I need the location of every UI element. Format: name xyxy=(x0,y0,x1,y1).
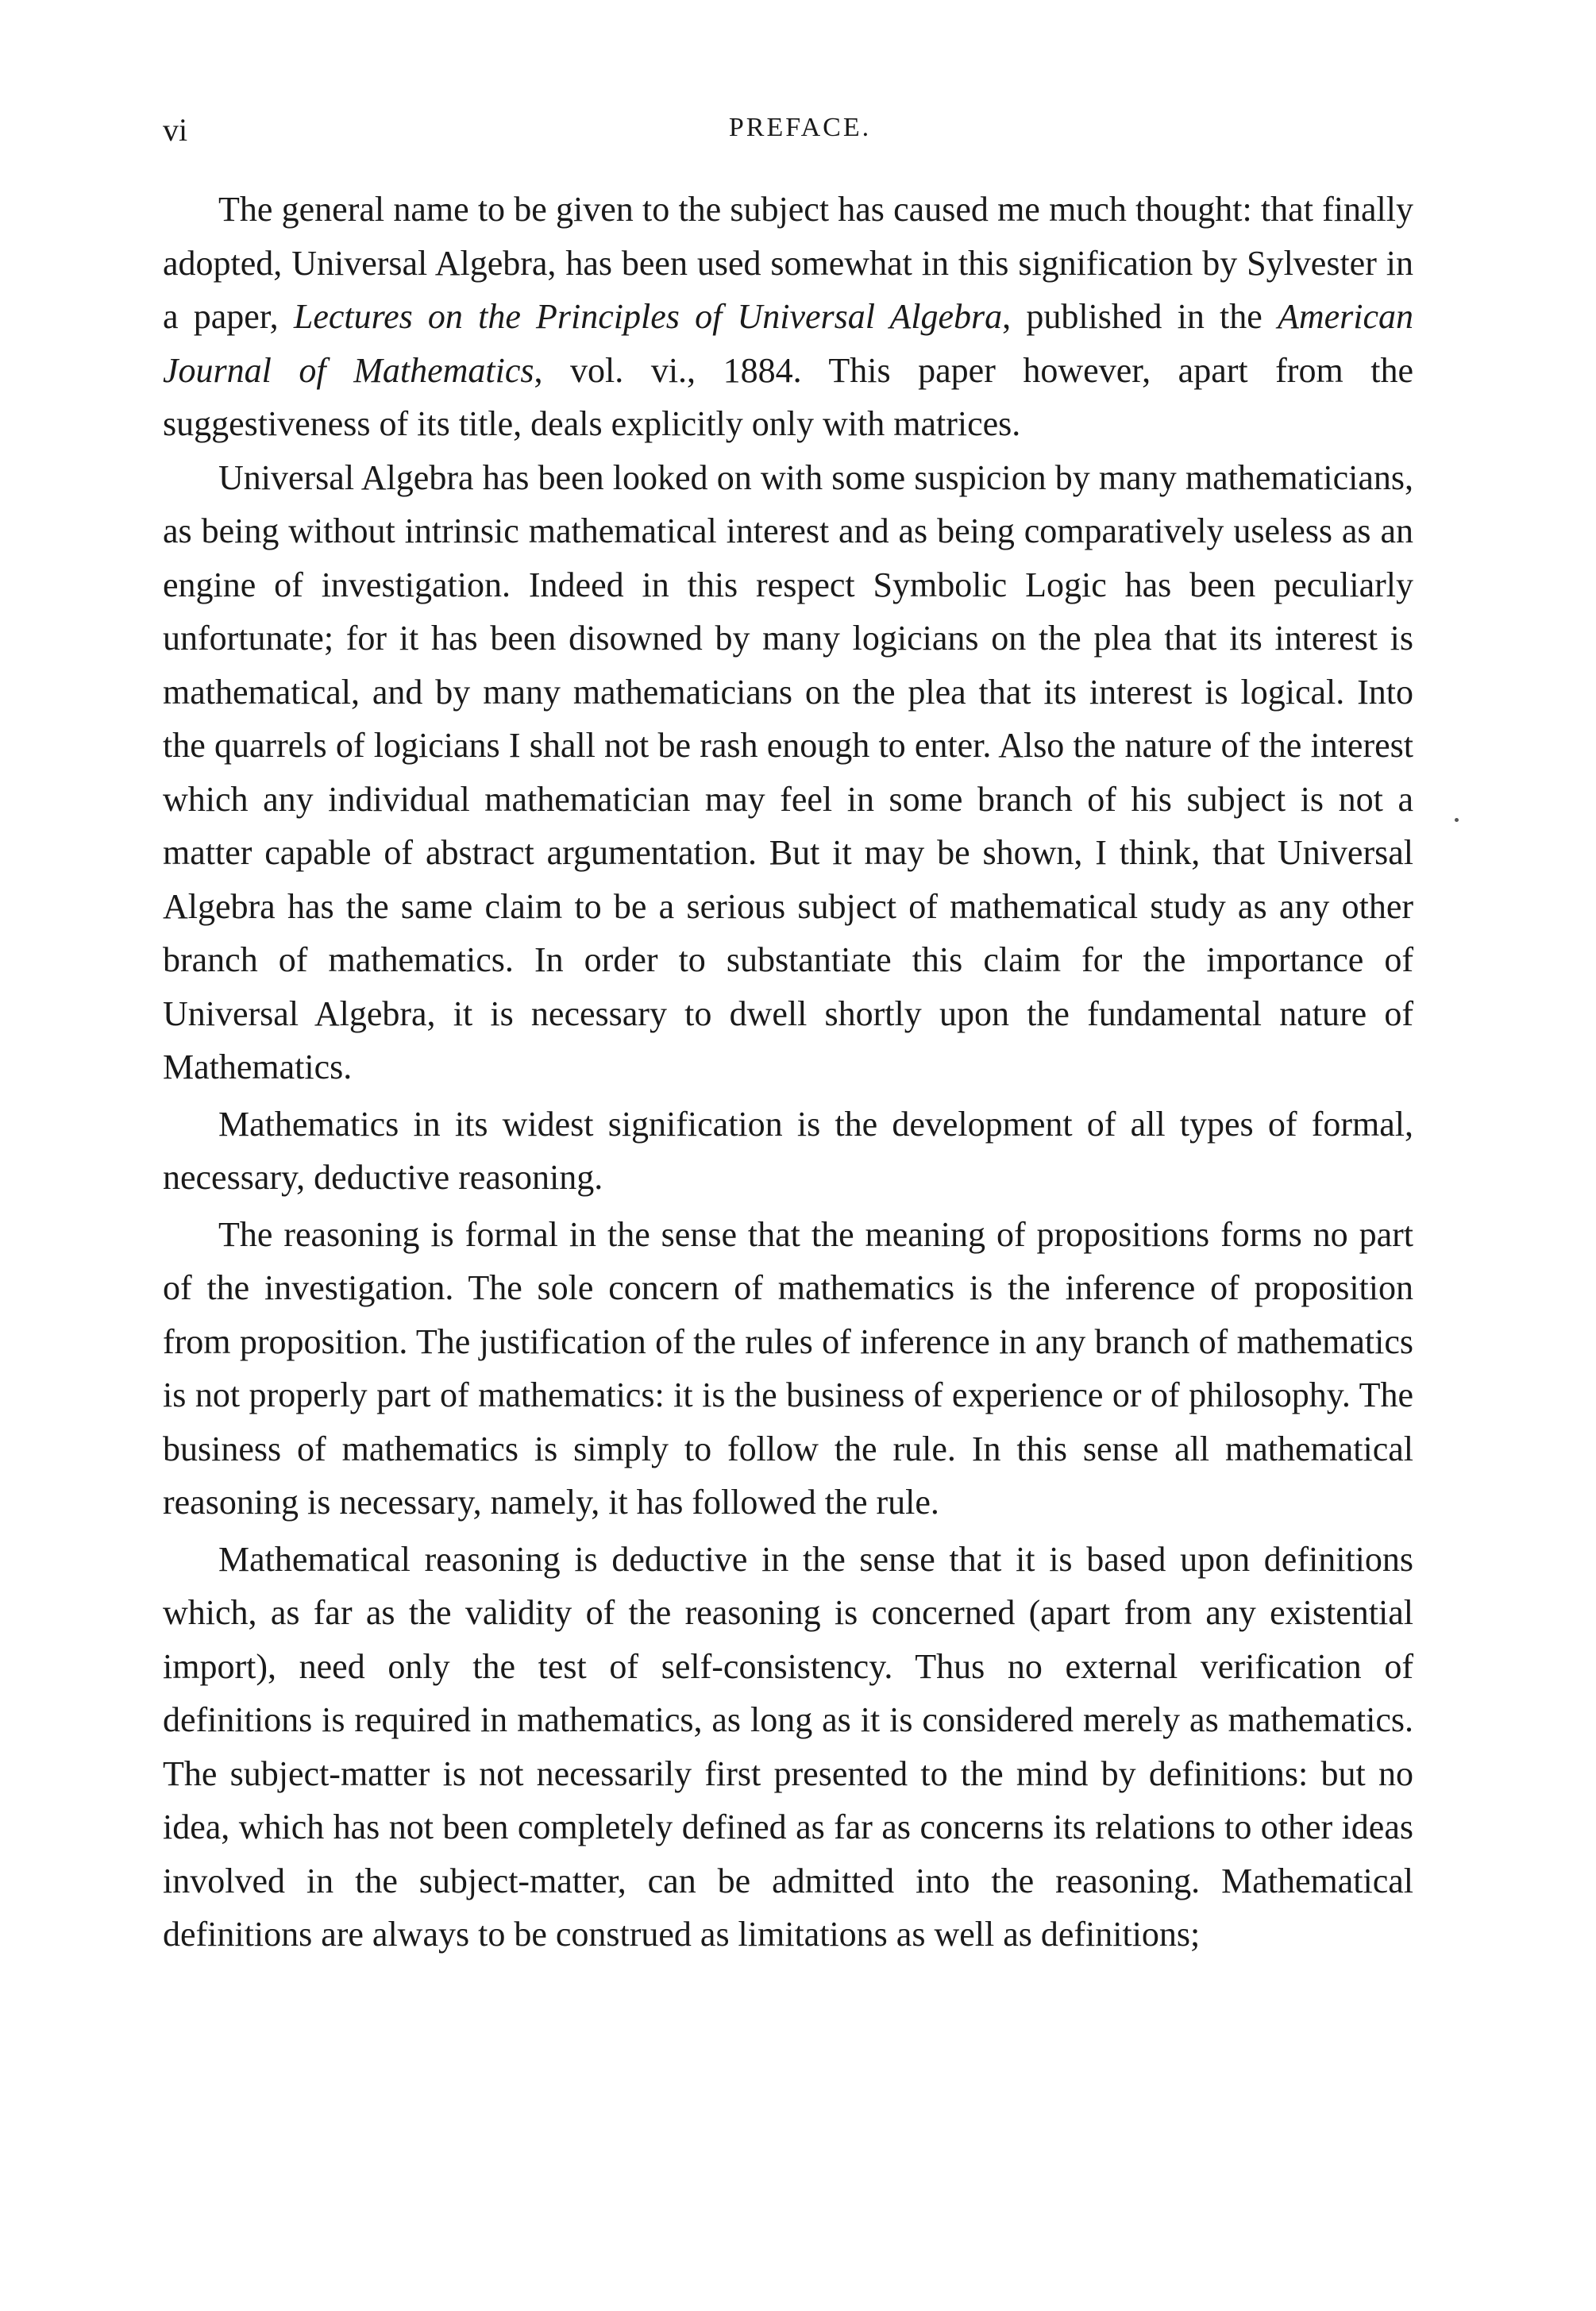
margin-mark xyxy=(1455,818,1459,822)
paragraph-3: Mathematics in its widest signification is the development of all types of formal, necessary, deductive reasoning. xyxy=(163,1104,1413,1197)
page-title: PREFACE. xyxy=(728,113,872,142)
paragraph-1-text-a: The general name to be given to the subject has caused me much thought: that finally adopted, Universal Algebra, has been used somewhat in this signification by Sylvester in a paper, xyxy=(163,190,1413,336)
paragraph-4: The reasoning is formal in the sense that the meaning of propositions forms no part of the investigation. The sole concern of mathematics is the inference of proposition from proposition. The justification of the rules of inference in any branch of mathematics is not properly part of mathematics: it is the business of experience or of philosophy. The business of mathematics is simply to follow the rule. In this sense all mathematical reasoning is necessary, namely, it has followed the rule. xyxy=(163,1214,1413,1522)
body-text xyxy=(163,183,1413,1962)
paragraph-1-text-c: , vol. vi., 1884. This paper however, apart from the suggestiveness of its title, deals explicitly only with matrices. xyxy=(163,350,1413,443)
paragraph-1 xyxy=(163,183,1413,451)
running-head xyxy=(163,111,1437,159)
paragraph-5: Mathematical reasoning is deductive in the sense that it is based upon definitions which, as far as the validity of the reasoning is concerned (apart from any existential import), need only the test of self-consistency. Thus no external verification of definitions is required in mathematics, as long as it is considered merely as mathematics. The subject-matter is not necessarily first presented to the mind by definitions: but no idea, which has not been completely defined as far as concerns its relations to other ideas involved in the subject-matter, can be admitted into the reasoning. Mathematical definitions are always to be construed as limitations as well as definitions; xyxy=(163,1539,1413,1954)
paragraph-2: Universal Algebra has been looked on with some suspicion by many mathematicians, as being without intrinsic mathematical interest and as being comparatively useless as an engine of investigation. Indeed in this respect Symbolic Logic has been peculiarly unfortunate; for it has been disowned by many logicians on the plea that its interest is mathematical, and by many mathematicians on the plea that its interest is logical. Into the quarrels of logicians I shall not be rash enough to enter. Also the nature of the interest which any individual mathematician may feel in some branch of his subject is not a matter capable of abstract argumentation. But it may be shown, I think, that Universal Algebra has the same claim to be a serious subject of mathematical study as any other branch of mathematics. In order to substantiate this claim for the importance of Universal Algebra, it is necessary to dwell shortly upon the fundamental nature of Mathematics. xyxy=(163,457,1413,1086)
paper-title-italic: Lectures on the Principles of Universal Algebra xyxy=(293,297,1003,336)
journal-title-italic: American Journal of Mathematics xyxy=(163,297,1413,390)
paragraph-1-text-b: , published in the xyxy=(1002,297,1278,336)
page-number: vi xyxy=(163,112,188,148)
